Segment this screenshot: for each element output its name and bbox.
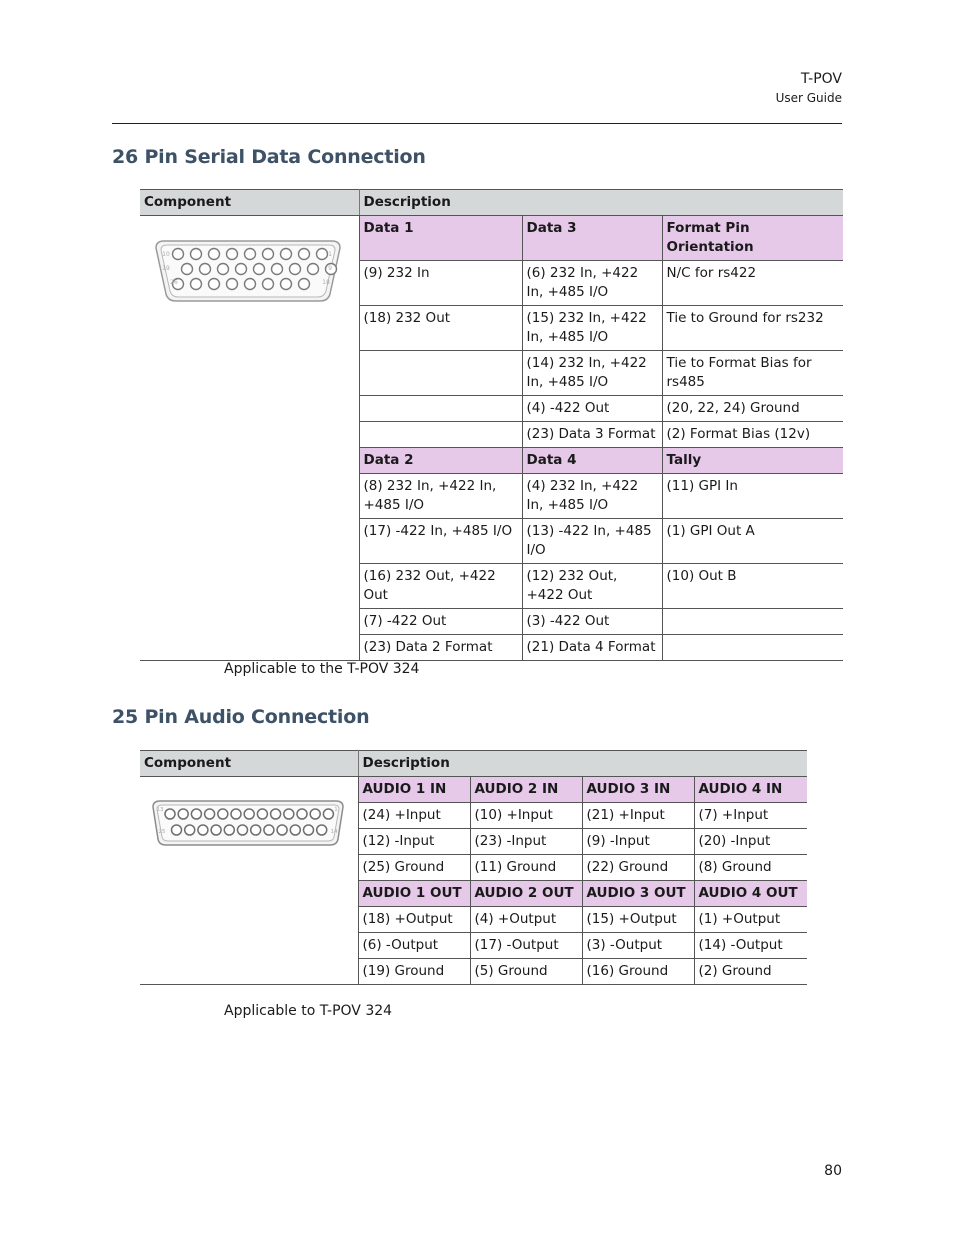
connector-pin-label: 1 (328, 251, 332, 258)
table-cell: (3) -Output (582, 933, 694, 959)
table-cell: Tie to Ground for rs232 (662, 306, 843, 351)
table-cell: (23) Data 2 Format (359, 635, 522, 661)
connector-pin (224, 825, 234, 835)
table-cell: (4) +Output (470, 907, 582, 933)
connector-pin (209, 279, 220, 290)
header-component: Component (140, 190, 359, 216)
subheader-row (140, 216, 843, 261)
connector-pin (191, 809, 201, 819)
connector-pin (191, 249, 202, 260)
table-cell: (17) -422 In, +485 I/O (359, 519, 522, 564)
connector-pin (182, 264, 193, 275)
connector-pin-label: 13 (156, 807, 164, 813)
column-subheader: AUDIO 3 IN (582, 777, 694, 803)
column-subheader: AUDIO 3 OUT (582, 881, 694, 907)
table-cell: (14) -Output (694, 933, 807, 959)
table-cell: (2) Ground (694, 959, 807, 985)
column-subheader: Format Pin Orientation (662, 216, 843, 261)
table-cell: (22) Ground (582, 855, 694, 881)
column-subheader: Data 4 (522, 448, 662, 474)
connector-pin (231, 809, 241, 819)
serial-caption: Applicable to the T-POV 324 (224, 661, 420, 677)
section-heading-audio: 25 Pin Audio Connection (112, 706, 370, 728)
column-subheader: AUDIO 4 IN (694, 777, 807, 803)
connector-pin (178, 809, 188, 819)
table-cell: (8) 232 In, +422 In, +485 I/O (359, 474, 522, 519)
connector-pin (236, 264, 247, 275)
audio-pinout-table (140, 750, 807, 985)
table-header-row (140, 190, 843, 216)
connector-pin (218, 264, 229, 275)
connector-pin-label: 1 (334, 807, 338, 813)
table-cell (359, 422, 522, 448)
section-heading-serial: 26 Pin Serial Data Connection (112, 146, 426, 168)
header-description: Description (358, 751, 807, 777)
table-cell: (15) 232 In, +422 In, +485 I/O (522, 306, 662, 351)
connector-pin (264, 825, 274, 835)
doc-subtitle: User Guide (775, 91, 842, 105)
header-component: Component (140, 751, 358, 777)
header-rule (112, 123, 842, 124)
connector-pin (317, 825, 327, 835)
connector-pin-label: 10 (162, 251, 170, 258)
connector-pin (172, 825, 182, 835)
table-cell: (15) +Output (582, 907, 694, 933)
connector-pin (227, 279, 238, 290)
connector-pin (310, 809, 320, 819)
table-cell: (24) +Input (358, 803, 470, 829)
table-cell: (21) Data 4 Format (522, 635, 662, 661)
table-cell: (6) 232 In, +422 In, +485 I/O (522, 261, 662, 306)
connector-pin (244, 809, 254, 819)
connector-pin-label: 25 (158, 829, 166, 835)
connector-pin (317, 249, 328, 260)
connector-pin (272, 264, 283, 275)
connector-pin (200, 264, 211, 275)
table-cell: (1) GPI Out A (662, 519, 843, 564)
table-cell (662, 635, 843, 661)
connector-pin (254, 264, 265, 275)
table-cell: (2) Format Bias (12v) (662, 422, 843, 448)
connector-pin (209, 249, 220, 260)
table-cell: (17) -Output (470, 933, 582, 959)
connector-pin-label: 14 (330, 829, 338, 835)
column-subheader: AUDIO 2 OUT (470, 881, 582, 907)
component-cell (140, 216, 359, 661)
connector-pin (271, 809, 281, 819)
connector-pin (257, 809, 267, 819)
table-cell: (18) +Output (358, 907, 470, 933)
connector-pin (304, 825, 314, 835)
column-subheader: Data 1 (359, 216, 522, 261)
table-cell: (5) Ground (470, 959, 582, 985)
table-header-row (140, 751, 807, 777)
connector-pin (198, 825, 208, 835)
connector-pin (284, 809, 294, 819)
table-cell: (11) GPI In (662, 474, 843, 519)
table-cell: (6) -Output (358, 933, 470, 959)
connector-pin (227, 249, 238, 260)
connector-pin (277, 825, 287, 835)
table-cell: (9) -Input (582, 829, 694, 855)
connector-pin (245, 279, 256, 290)
connector-pin (299, 249, 310, 260)
serial-pinout-table (140, 189, 843, 661)
table-cell: (23) Data 3 Format (522, 422, 662, 448)
connector-pin (308, 264, 319, 275)
table-cell: (7) +Input (694, 803, 807, 829)
connector-pin-label: 18 (322, 279, 330, 286)
table-cell (662, 609, 843, 635)
column-subheader: Tally (662, 448, 843, 474)
table-cell: (12) 232 Out, +422 Out (522, 564, 662, 609)
table-cell: (1) +Output (694, 907, 807, 933)
connector-pin (211, 825, 221, 835)
table-cell: (10) +Input (470, 803, 582, 829)
table-cell: (9) 232 In (359, 261, 522, 306)
column-subheader: Data 2 (359, 448, 522, 474)
connector-pin-label: 9 (328, 265, 332, 272)
page-number: 80 (824, 1163, 842, 1179)
column-subheader: Data 3 (522, 216, 662, 261)
table-cell (359, 396, 522, 422)
doc-title: T-POV (800, 71, 842, 87)
connector-pin (238, 825, 248, 835)
table-cell: (16) 232 Out, +422 Out (359, 564, 522, 609)
connector-pin (251, 825, 261, 835)
connector-pin (297, 809, 307, 819)
subheader-row (140, 777, 807, 803)
table-cell: (20) -Input (694, 829, 807, 855)
table-cell: (4) 232 In, +422 In, +485 I/O (522, 474, 662, 519)
table-cell: (11) Ground (470, 855, 582, 881)
connector-pin (245, 249, 256, 260)
header-description: Description (359, 190, 843, 216)
component-cell (140, 777, 358, 985)
connector-pin (173, 249, 184, 260)
table-cell: (12) -Input (358, 829, 470, 855)
table-cell: (25) Ground (358, 855, 470, 881)
connector-pin (263, 249, 274, 260)
connector-pin (281, 249, 292, 260)
db26-connector-image (150, 238, 346, 304)
running-header (776, 70, 842, 107)
column-subheader: AUDIO 2 IN (470, 777, 582, 803)
table-cell: (21) +Input (582, 803, 694, 829)
table-cell: Tie to Format Bias for rs485 (662, 351, 843, 396)
connector-pin (191, 279, 202, 290)
table-cell: (18) 232 Out (359, 306, 522, 351)
table-cell: (13) -422 In, +485 I/O (522, 519, 662, 564)
connector-pin-label: 26 (170, 279, 178, 286)
connector-pin (185, 825, 195, 835)
connector-pin (205, 809, 215, 819)
audio-caption: Applicable to T-POV 324 (224, 1003, 393, 1019)
table-cell: (4) -422 Out (522, 396, 662, 422)
connector-pin-label: 19 (162, 265, 170, 272)
column-subheader: AUDIO 1 OUT (358, 881, 470, 907)
connector-pin (290, 264, 301, 275)
table-cell: N/C for rs422 (662, 261, 843, 306)
connector-pin (218, 809, 228, 819)
connector-pin (290, 825, 300, 835)
table-cell: (16) Ground (582, 959, 694, 985)
connector-pin (263, 279, 274, 290)
column-subheader: AUDIO 4 OUT (694, 881, 807, 907)
table-cell: (23) -Input (470, 829, 582, 855)
table-cell: (14) 232 In, +422 In, +485 I/O (522, 351, 662, 396)
table-cell: (20, 22, 24) Ground (662, 396, 843, 422)
connector-pin (165, 809, 175, 819)
table-cell: (8) Ground (694, 855, 807, 881)
table-cell: (7) -422 Out (359, 609, 522, 635)
connector-pin (281, 279, 292, 290)
connector-pin (323, 809, 333, 819)
table-cell: (19) Ground (358, 959, 470, 985)
table-cell: (10) Out B (662, 564, 843, 609)
table-cell: (3) -422 Out (522, 609, 662, 635)
db25-connector-image (150, 799, 346, 847)
table-cell (359, 351, 522, 396)
column-subheader: AUDIO 1 IN (358, 777, 470, 803)
connector-pin (299, 279, 310, 290)
